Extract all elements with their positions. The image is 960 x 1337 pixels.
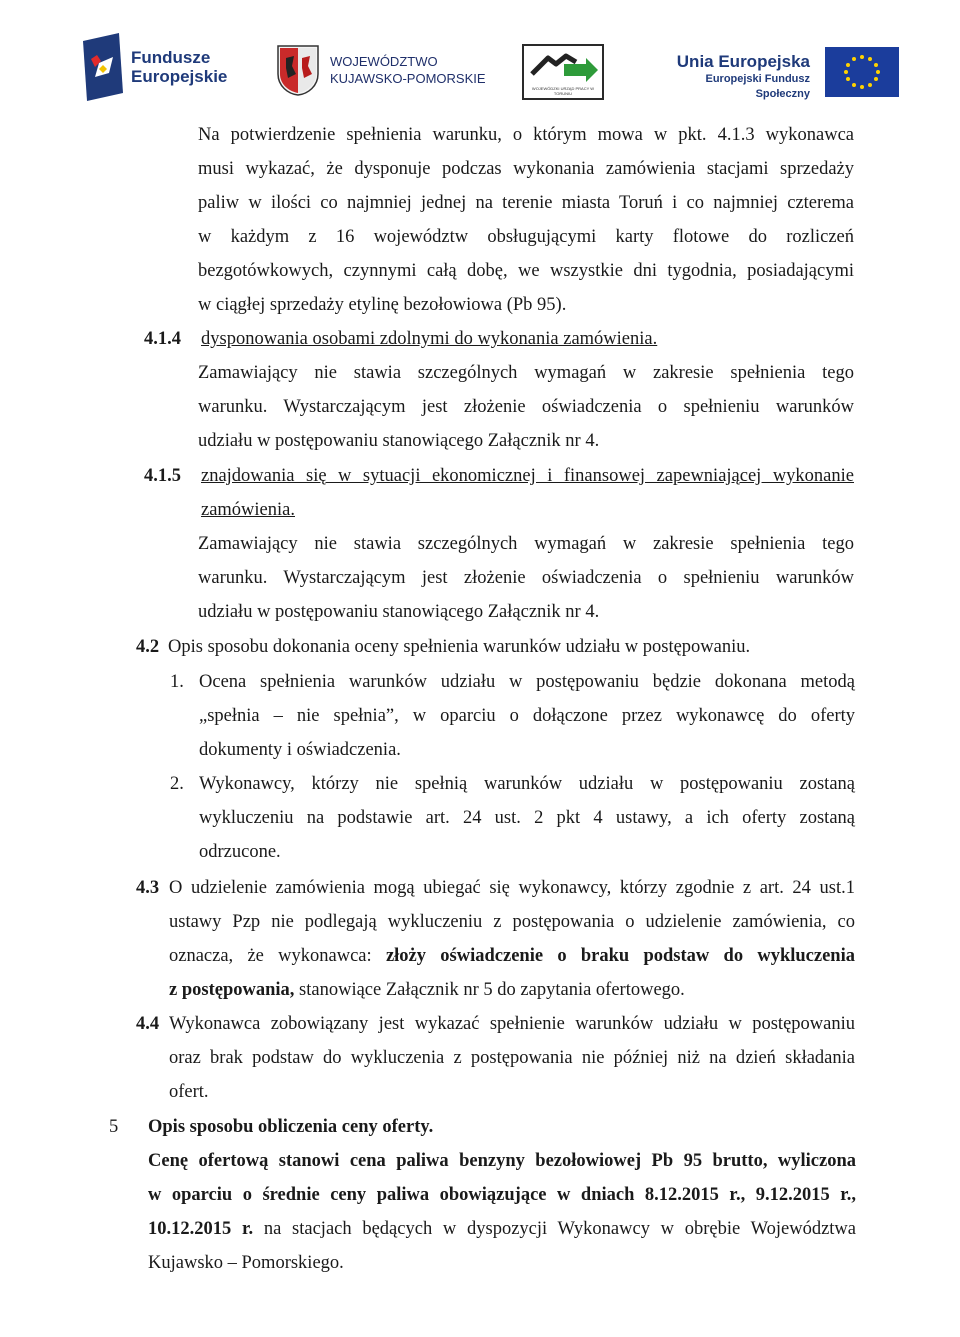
list-item-line: odrzucone. <box>199 842 281 862</box>
section-number: 4.4 <box>136 1014 160 1034</box>
text-line: oraz brak podstaw do wykluczenia z postępowania nie później niż na dzień składania <box>169 1048 855 1068</box>
list-number: 1. <box>170 672 184 692</box>
section-heading-cont: zamówienia. <box>201 500 295 520</box>
wup-arrow-icon <box>526 48 600 86</box>
text-line <box>169 939 855 973</box>
fe-line1: Fundusze <box>131 48 211 67</box>
text-run: oznacza, że wykonawca: <box>169 946 386 966</box>
section-number: 5 <box>109 1117 119 1137</box>
unia-europejska-label <box>650 52 810 102</box>
list-item-line: wykluczeniu na podstawie art. 24 ust. 2 pkt 4 ustawy, a ich oferty zostaną <box>199 808 855 828</box>
fundusze-europejskie-star-icon <box>83 33 123 101</box>
section-number: 4.2 <box>136 637 160 657</box>
fe-line2: Europejskie <box>131 67 228 86</box>
section-heading: znajdowania się w sytuacji ekonomicznej i finansowej zapewniającej wykonanie <box>201 466 854 486</box>
text-line: paliw w ilości co najmniej jednej na terenie miasta Toruń i co najmniej czterema <box>198 193 854 213</box>
text-run: na stacjach będących w dyspozycji Wykonawcy w obrębie Województwa <box>253 1219 856 1239</box>
text-line: ustawy Pzp nie podlegają wykluczeniu z postępowania o udzielenie zamówienia, co <box>169 912 855 932</box>
wojewodztwo-logo <box>276 44 486 96</box>
list-item-line: Wykonawcy, którzy nie spełnią warunków udziału w postępowaniu zostaną <box>199 774 855 794</box>
bold-run: 10.12.2015 r. <box>148 1219 254 1239</box>
list-item-line: „spełnia – nie spełnia”, w oparciu o dołączone przez wykonawcę do oferty <box>199 706 855 726</box>
list-item-line: dokumenty i oświadczenia. <box>199 740 401 760</box>
ue-title: Unia Europejska <box>676 52 810 71</box>
section-number: 4.1.4 <box>144 329 181 349</box>
text-line <box>169 973 855 1007</box>
bold-run: złoży oświadczenie o braku podstaw do wykluczenia <box>385 946 855 966</box>
section-heading: Opis sposobu dokonania oceny spełnienia warunków udziału w postępowaniu. <box>168 637 751 657</box>
text-line: musi wykazać, że dysponuje podczas wykonania zamówienia stacjami sprzedaży <box>198 159 854 179</box>
text-line: Cenę ofertową stanowi cena paliwa benzyny bezołowiowej Pb 95 brutto, wyliczona <box>148 1151 856 1171</box>
list-item-line: Ocena spełnienia warunków udziału w postępowaniu będzie dokonana metodą <box>199 672 855 692</box>
fundusze-europejskie-logo <box>83 33 227 101</box>
text-line: O udzielenie zamówienia mogą ubiegać się wykonawcy, którzy zgodnie z art. 24 ust.1 <box>169 878 855 898</box>
text-line: warunku. Wystarczającym jest złożenie oświadczenia o spełnieniu warunków <box>198 568 854 588</box>
text-line: warunku. Wystarczającym jest złożenie oświadczenia o spełnieniu warunków <box>198 397 854 417</box>
text-line: Kujawsko – Pomorskiego. <box>148 1253 344 1273</box>
text-run: stanowiące Załącznik nr 5 do zapytania ofertowego. <box>294 980 685 1000</box>
section-number: 4.3 <box>136 878 160 898</box>
list-number: 2. <box>170 774 184 794</box>
wup-caption: WOJEWÓDZKI URZĄD PRACY W TORUNIU <box>531 86 595 96</box>
text-line: bezgotówkowych, czynnymi całą dobę, we wszystkie dni tygodnia, posiadającymi <box>198 261 854 281</box>
section-heading: dysponowania osobami zdolnymi do wykonania zamówienia. <box>201 329 658 349</box>
ue-subtitle: Europejski Fundusz Społeczny <box>705 73 810 100</box>
section-number: 4.1.5 <box>144 466 181 486</box>
text-line: Zamawiający nie stawia szczególnych wymagań w zakresie spełnienia tego <box>198 534 854 554</box>
wup-torun-logo <box>522 44 604 100</box>
text-line: w ciągłej sprzedaży etylinę bezołowiowa (Pb 95). <box>198 295 567 315</box>
woj-line1: WOJEWÓDZTWO <box>330 54 438 69</box>
text-line: udziału w postępowaniu stanowiącego Załącznik nr 4. <box>198 431 600 451</box>
logo-bar <box>0 0 960 110</box>
woj-line2: KUJAWSKO-POMORSKIE <box>330 71 486 86</box>
text-line: udziału w postępowaniu stanowiącego Załącznik nr 4. <box>198 602 600 622</box>
coat-of-arms-icon <box>276 44 320 96</box>
text-line: Na potwierdzenie spełnienia warunku, o którym mowa w pkt. 4.1.3 wykonawca <box>198 125 854 145</box>
eu-flag <box>825 47 899 97</box>
bold-run: z postępowania, <box>169 980 295 1000</box>
text-line: Wykonawca zobowiązany jest wykazać spełnienie warunków udziału w postępowaniu <box>169 1014 855 1034</box>
text-line: w oparciu o średnie ceny paliwa obowiązujące w dniach 8.12.2015 r., 9.12.2015 r., <box>148 1185 856 1205</box>
text-line: w każdym z 16 województw obsługującymi karty flotowe do rozliczeń <box>198 227 854 247</box>
text-line: Zamawiający nie stawia szczególnych wymagań w zakresie spełnienia tego <box>198 363 854 383</box>
text-line: ofert. <box>169 1082 209 1102</box>
section-heading: Opis sposobu obliczenia ceny oferty. <box>148 1117 434 1137</box>
text-line <box>148 1212 856 1246</box>
eu-stars-icon <box>825 47 899 97</box>
